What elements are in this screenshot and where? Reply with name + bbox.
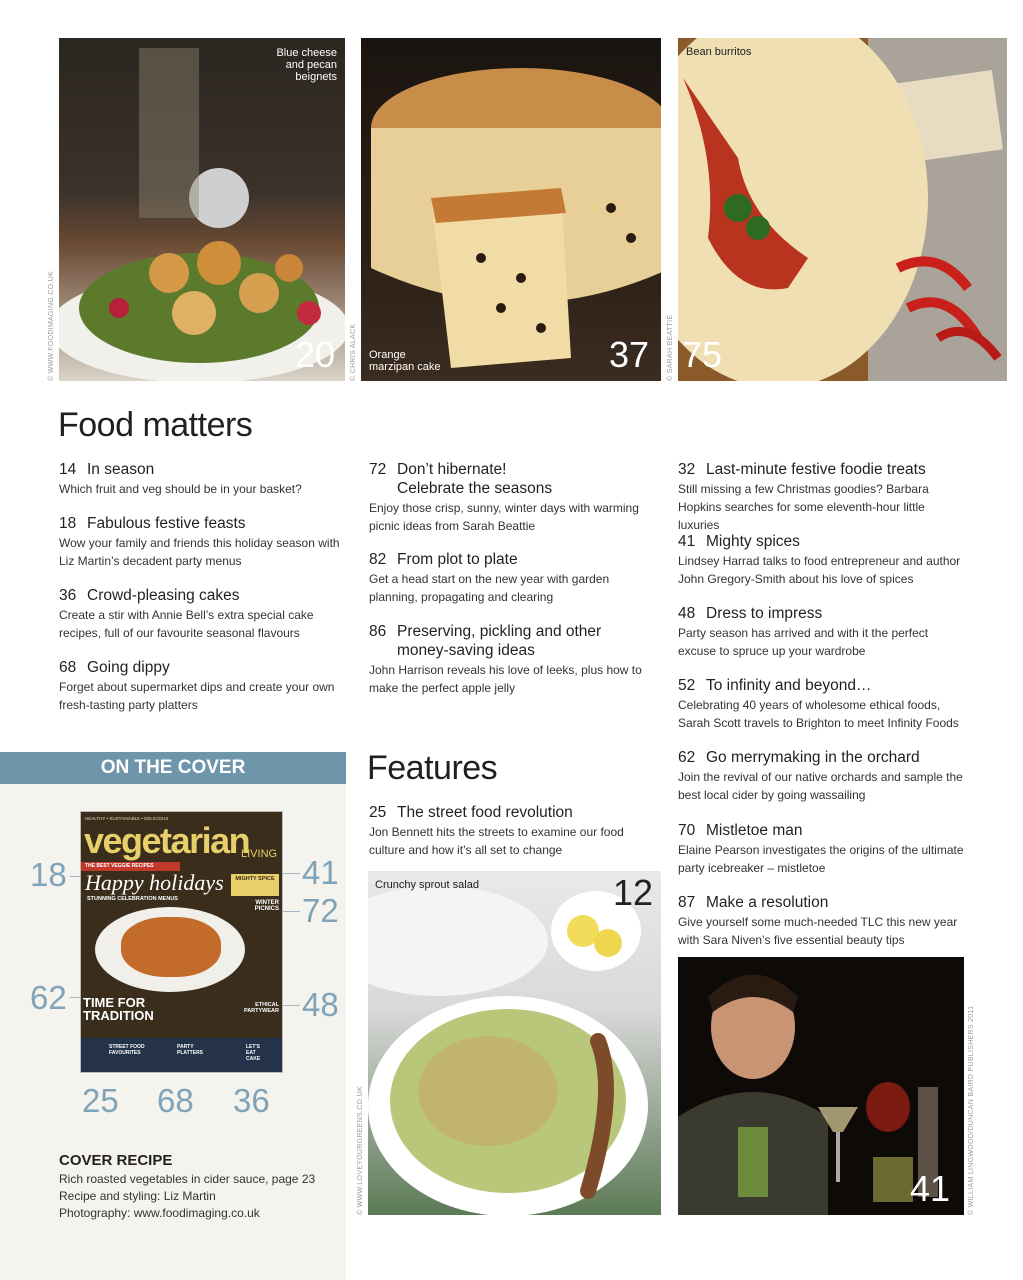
page-number: 20: [294, 334, 335, 375]
photo-credit: © WWW.LOVEYOURGREENS.CO.UK: [357, 1086, 364, 1215]
cover-page-number: 25: [82, 1082, 119, 1119]
contents-entry[interactable]: [678, 676, 968, 732]
entry-description: Still missing a few Christmas goodies? Barbara Hopkins searches for some eleventh-hour little luxuries: [678, 482, 929, 532]
entry-description: Celebrating 40 years of wholesome ethical foods, Sarah Scott travels to Brighton to meet Infinity Foods: [678, 698, 959, 730]
entry-page: 68: [59, 659, 77, 676]
page-number: 75: [682, 334, 723, 375]
cover-strip-item: LET'S EAT CAKE: [246, 1044, 261, 1062]
cover-page-number: 18: [30, 856, 67, 893]
entry-description: Party season has arrived and with it the perfect excuse to spruce up your wardrobe: [678, 626, 929, 658]
photo-credit: © CHRIS ALACK: [350, 323, 357, 381]
magazine-cover: [80, 811, 283, 1073]
contents-entry[interactable]: [369, 803, 659, 859]
contents-entry[interactable]: [59, 658, 349, 714]
cover-ethical: ETHICAL PARTYWEAR: [243, 1002, 279, 1014]
contents-entry[interactable]: [369, 550, 659, 606]
cover-page-number: 48: [302, 986, 339, 1023]
photo-caption: Bean burritos: [686, 46, 752, 58]
entry-title: To infinity and beyond…: [706, 677, 872, 694]
section-title-food-matters: Food matters: [58, 406, 253, 444]
entry-title: Mighty spices: [706, 533, 800, 550]
entry-page: 48: [678, 605, 696, 622]
cover-recipe-line: Photography: www.foodimaging.co.uk: [59, 1206, 260, 1220]
entry-description: Wow your family and friends this holiday season with Liz Martin’s decadent party menus: [59, 536, 340, 568]
entry-description: John Harrison reveals his love of leeks, plus how to make the perfect apple jelly: [369, 663, 642, 695]
cover-food: [121, 917, 221, 977]
entry-description: Give yourself some much-needed TLC this new year with Sara Niven’s five essential beauty tips: [678, 915, 958, 947]
leader-line: [280, 1005, 300, 1006]
contents-entry[interactable]: [678, 893, 968, 949]
magazine-logo-living: LIVING: [241, 848, 278, 860]
section-title-features: Features: [367, 749, 498, 787]
cover-recipe-line: Recipe and styling: Liz Martin: [59, 1189, 216, 1203]
cover-recipe-heading: COVER RECIPE: [59, 1152, 173, 1169]
entry-title: From plot to plate: [397, 551, 518, 568]
entry-description: Create a stir with Annie Bell’s extra special cake recipes, full of our favourite seasonal flavours: [59, 608, 314, 640]
cover-page-number: 41: [302, 854, 339, 891]
entry-title: Don’t hibernate! Celebrate the seasons: [397, 461, 553, 497]
cover-headline: Happy holidays: [85, 870, 224, 895]
cover-page-number: 68: [157, 1082, 194, 1119]
entry-title: In season: [87, 461, 155, 478]
cover-winter: WINTER PICNICS: [254, 900, 279, 912]
photo-caption: Orange marzipan cake: [369, 349, 441, 373]
page-number: 41: [909, 1168, 950, 1209]
photo-marzipan-cake: [361, 38, 661, 381]
entry-page: 72: [369, 461, 387, 478]
contents-entry[interactable]: [59, 514, 349, 570]
entry-description: Join the revival of our native orchards and sample the best local cider by going wassailing: [678, 770, 963, 802]
contents-entry[interactable]: [369, 622, 659, 697]
cake-illustration: [361, 38, 661, 381]
entry-title: Dress to impress: [706, 605, 823, 622]
entry-description: Get a head start on the new year with garden planning, propagating and clearing: [369, 572, 610, 604]
entry-title: Fabulous festive feasts: [87, 515, 246, 532]
salad-illustration: [368, 871, 661, 1215]
contents-entry[interactable]: [678, 604, 968, 660]
cover-page-number: 36: [233, 1082, 270, 1119]
cover-page-number: 72: [302, 892, 339, 929]
page-number: 37: [608, 334, 649, 375]
magazine-logo: vegetarian: [84, 820, 250, 861]
photo-caption: Crunchy sprout salad: [375, 879, 479, 891]
entry-page: 41: [678, 533, 696, 550]
on-the-cover-heading: ON THE COVER: [0, 752, 346, 784]
contents-entry[interactable]: [678, 532, 968, 588]
cover-strip-item: STREET FOOD FAVOURITES: [109, 1044, 145, 1056]
leader-line: [280, 873, 300, 874]
page-number: 12: [612, 872, 653, 913]
burrito-illustration: [678, 38, 1007, 381]
entry-description: Enjoy those crisp, sunny, winter days with warming picnic ideas from Sarah Beattie: [369, 501, 639, 533]
entry-page: 36: [59, 587, 77, 604]
entry-description: Elaine Pearson investigates the origins of the ultimate party icebreaker – mistletoe: [678, 843, 964, 875]
entry-title: Make a resolution: [706, 894, 829, 911]
entry-title: Go merrymaking in the orchard: [706, 749, 920, 766]
contents-entry[interactable]: [59, 586, 349, 642]
contents-entry[interactable]: [59, 460, 349, 498]
leader-line: [280, 911, 300, 912]
photo-beignets: [59, 38, 345, 381]
cover-page-number: 62: [30, 979, 67, 1016]
entry-page: 86: [369, 623, 387, 640]
entry-title: Crowd-pleasing cakes: [87, 587, 240, 604]
entry-page: 52: [678, 677, 696, 694]
cover-strip-item: PARTY PLATTERS: [177, 1044, 204, 1056]
entry-title: The street food revolution: [397, 804, 573, 821]
cover-tradition: TIME FOR TRADITION: [83, 995, 154, 1023]
cover-strip: [81, 1038, 282, 1072]
entry-page: 87: [678, 894, 696, 911]
entry-title: Preserving, pickling and other money-saving ideas: [397, 623, 602, 659]
entry-page: 62: [678, 749, 696, 766]
photo-credit: © WWW.FOODIMAGING.CO.UK: [48, 270, 55, 381]
cover-banner: THE BEST VEGGIE RECIPES: [81, 862, 180, 871]
contents-entry[interactable]: [678, 821, 968, 877]
contents-entry[interactable]: [369, 460, 659, 535]
entry-description: Jon Bennett hits the streets to examine our food culture and how it’s all set to change: [369, 825, 624, 857]
cover-recipe: [59, 1152, 339, 1222]
contents-entry[interactable]: [678, 748, 968, 804]
cover-spice-badge: MIGHTY SPICE: [231, 874, 279, 896]
entry-page: 82: [369, 551, 387, 568]
cover-recipe-line: Rich roasted vegetables in cider sauce, page 23: [59, 1172, 316, 1186]
photo-sprout-salad: [368, 871, 661, 1215]
cover-subhead: STUNNING CELEBRATION MENUS: [87, 896, 178, 902]
entry-page: 18: [59, 515, 77, 532]
entry-description: Forget about supermarket dips and create your own fresh-tasting party platters: [59, 680, 335, 712]
photo-caption: Blue cheese and pecan beignets: [276, 47, 337, 83]
entry-page: 70: [678, 822, 696, 839]
photo-credit: © WILLIAM LINGWOOD/DUNCAN BAIRD PUBLISHERS 2011: [968, 1005, 975, 1215]
entry-title: Last-minute festive foodie treats: [706, 461, 926, 478]
entry-title: Going dippy: [87, 659, 170, 676]
beignets-illustration: [59, 38, 345, 381]
photo-portrait: [678, 957, 964, 1215]
contents-entry[interactable]: [678, 460, 968, 534]
entry-page: 25: [369, 804, 387, 821]
entry-description: Lindsey Harrad talks to food entrepreneur and author John Gregory-Smith about his love of spices: [678, 554, 961, 586]
entry-description: Which fruit and veg should be in your basket?: [59, 482, 302, 496]
photo-bean-burritos: [678, 38, 1007, 381]
photo-credit: © SARAH BEATTIE: [667, 314, 674, 381]
entry-title: Mistletoe man: [706, 822, 803, 839]
cover-strap: HEALTHY • SUSTAINABLE • DELICIOUS: [85, 816, 169, 821]
entry-page: 32: [678, 461, 696, 478]
entry-page: 14: [59, 461, 77, 478]
